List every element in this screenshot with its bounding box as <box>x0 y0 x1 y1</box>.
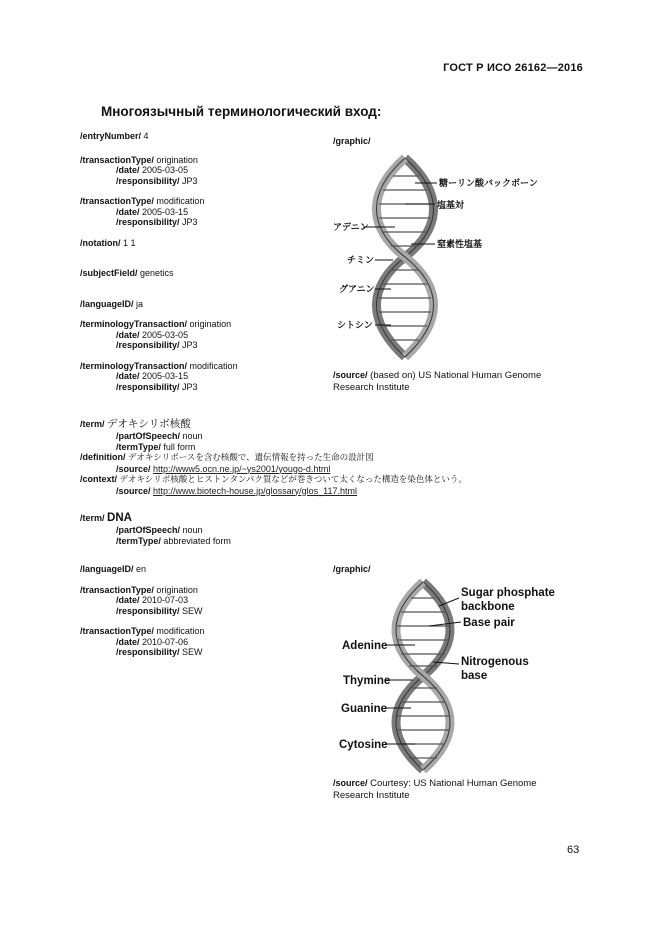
transaction-line: /transactionType/ origination <box>80 154 198 165</box>
terminology-transaction-line: /terminologyTransaction/ modification <box>80 360 238 371</box>
label-cytosine: Cytosine <box>339 739 388 751</box>
language-id-line: /languageID/ en <box>80 564 147 574</box>
context-line: /context/ デオキシリボ核酸とヒストンタンパク質などが巻きついて太くなった構造を染色体という。 <box>80 474 467 485</box>
label-nitrogenous-line2: base <box>461 670 488 682</box>
date-line: /date/ 2010-07-06 <box>116 636 189 647</box>
term-line: /term/ DNA <box>80 512 132 524</box>
term-type-line: /termType/ full form <box>116 441 196 452</box>
label-adenine: アデニン <box>333 222 369 232</box>
graphic-source-en: /source/ Courtesy: US National Human Genome Research Institute <box>333 778 537 801</box>
label-guanine: グアニン <box>339 284 375 294</box>
responsibility-line: /responsibility/ JP3 <box>116 217 198 227</box>
label-base-pair: 塩基対 <box>437 200 465 210</box>
en-language-block <box>80 564 204 658</box>
language-id-line: /languageID/ ja <box>80 298 144 309</box>
subject-field-line: /subjectField/ genetics <box>80 268 174 278</box>
responsibility-line: /responsibility/ JP3 <box>116 340 198 350</box>
ja-term-block <box>80 418 467 546</box>
label-guanine: Guanine <box>341 703 388 715</box>
definition-source-line: /source/ http://www5.ocn.ne.jp/~ys2001/yougo-d.html <box>116 463 331 474</box>
term-ja: デオキシリボ核酸 <box>107 418 191 430</box>
date-line: /date/ 2005-03-05 <box>116 165 189 175</box>
responsibility-line: /responsibility/ JP3 <box>116 381 198 392</box>
label-nitrogenous-line1: Nitrogenous <box>461 656 529 668</box>
entry-level-block <box>80 131 238 392</box>
dna-diagram-ja <box>333 152 553 362</box>
dna-helix <box>377 158 434 357</box>
term-abbrev: DNA <box>107 512 132 524</box>
notation-line: /notation/ 1 1 <box>80 237 136 248</box>
label-base-pair: Base pair <box>463 617 515 629</box>
transaction-line: /transactionType/ modification <box>80 196 205 206</box>
date-line: /date/ 2010-07-03 <box>116 595 189 605</box>
definition-source-link[interactable]: http://www5.ocn.ne.jp/~ys2001/yougo-d.html <box>153 463 331 474</box>
responsibility-line: /responsibility/ SEW <box>116 647 203 657</box>
transaction-line: /transactionType/ modification <box>80 626 205 636</box>
entry-number-line: /entryNumber/ 4 <box>80 131 149 141</box>
label-nitrogenous-base: 窒素性塩基 <box>437 239 483 249</box>
graphic-label-ja: /graphic/ <box>333 136 371 146</box>
date-line: /date/ 2005-03-15 <box>116 206 189 217</box>
label-adenine: Adenine <box>342 640 388 652</box>
label-backbone-line2: backbone <box>461 601 515 613</box>
context-source-link[interactable]: http://www.biotech-house.jp/glossary/glos_117.html <box>153 485 357 496</box>
graphic-source-ja: /source/ (based on) US National Human Genome Research Institute <box>333 370 542 393</box>
part-of-speech-line: /partOfSpeech/ noun <box>116 525 203 535</box>
standard-header: ГОСТ Р ИСО 26162—2016 <box>443 62 583 74</box>
dna-diagram-en <box>333 578 563 773</box>
context-source-line: /source/ http://www.biotech-house.jp/glossary/glos_117.html <box>116 485 357 496</box>
label-thymine: チミン <box>347 255 375 265</box>
entry-number: 4 <box>143 131 149 141</box>
date-line: /date/ 2005-03-05 <box>116 329 189 340</box>
responsibility-line: /responsibility/ JP3 <box>116 175 198 186</box>
terminology-transaction-line: /terminologyTransaction/ origination <box>80 319 232 329</box>
responsibility-line: /responsibility/ SEW <box>116 605 203 616</box>
label-backbone-line1: Sugar phosphate <box>461 587 555 599</box>
page-number: 63 <box>567 844 580 856</box>
term-line: /term/ デオキシリボ核酸 <box>80 418 191 430</box>
dna-helix <box>396 582 450 770</box>
part-of-speech-line: /partOfSpeech/ noun <box>116 431 203 441</box>
transaction-line: /transactionType/ origination <box>80 584 198 595</box>
graphic-label-en: /graphic/ <box>333 564 371 574</box>
term-type-line: /termType/ abbreviated form <box>116 535 231 546</box>
label-thymine: Thymine <box>343 675 391 687</box>
definition-line: /definition/ デオキシリボースを含む核酸で、遺伝情報を持った生命の設計図 <box>80 452 374 463</box>
label-backbone: 糖ーリン酸バックボーン <box>439 178 538 188</box>
date-line: /date/ 2005-03-15 <box>116 371 189 381</box>
page-title: Многоязычный терминологический вход: <box>101 104 382 119</box>
label-cytosine: シトシン <box>337 320 373 330</box>
